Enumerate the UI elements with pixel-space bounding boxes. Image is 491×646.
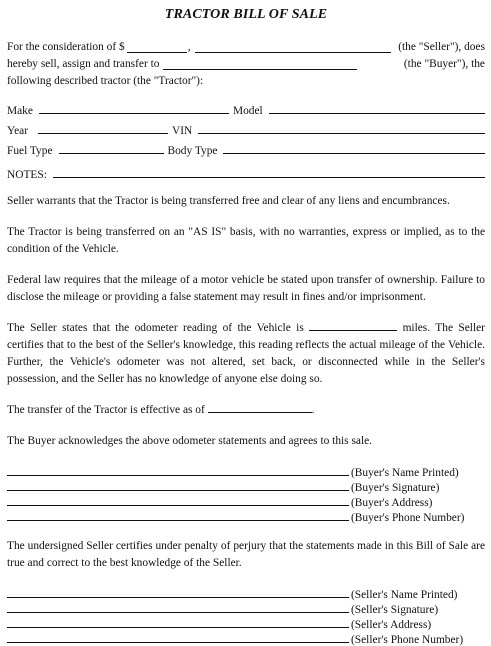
document-title: TRACTOR BILL OF SALE (164, 7, 328, 22)
effective-date-paragraph (7, 402, 485, 419)
seller-phone-label: (Seller's Phone Number) (351, 634, 464, 646)
year-label: Year (7, 125, 28, 137)
vin-label: VIN (172, 125, 193, 137)
model-label: Model (232, 105, 263, 117)
consideration-paragraph (7, 39, 485, 90)
body-type-field[interactable] (223, 142, 485, 154)
seller-name-field[interactable] (195, 42, 391, 53)
transfer-text: hereby sell, assign and transfer to (7, 58, 160, 70)
buyer-name-printed-field[interactable] (7, 464, 349, 476)
effective-date-period: . (311, 404, 315, 416)
buyer-name-printed-label: (Buyer's Name Printed) (351, 467, 459, 479)
buyer-signature-row (7, 464, 485, 479)
consideration-line-3 (7, 73, 485, 90)
as-is-paragraph: The Tractor is being transferred on an "AS IS" basis, with no warranties, express or implied, as to the condition of the Vehicle. (7, 226, 485, 255)
body-type-label: Body Type (167, 145, 218, 157)
seller-signature-row (7, 586, 485, 601)
fuel-type-label: Fuel Type (7, 145, 53, 157)
vin-field[interactable] (198, 122, 485, 134)
seller-phone-field[interactable] (7, 631, 349, 643)
buyer-signature-row (7, 479, 485, 494)
year-field[interactable] (38, 122, 168, 134)
buyer-signature-row (7, 494, 485, 509)
seller-certification-paragraph: The undersigned Seller certifies under penalty of perjury that the statements made in this Bill of Sale are true and correct to the best knowledge of the Seller. (7, 540, 485, 569)
seller-name-printed-field[interactable] (7, 586, 349, 598)
seller-designation-text: (the "Seller"), does (398, 41, 485, 53)
buyer-address-field[interactable] (7, 494, 349, 506)
buyer-acknowledgement-paragraph: The Buyer acknowledges the above odometer statements and agrees to this sale. (7, 435, 373, 447)
consideration-text: For the consideration of $ (7, 41, 125, 53)
fuel-body-row (7, 137, 485, 157)
odometer-text-start: The Seller states that the odometer reading of the Vehicle is (7, 322, 304, 334)
consideration-line-2 (7, 56, 485, 73)
buyer-phone-label: (Buyer's Phone Number) (351, 512, 465, 524)
buyer-designation-text: (the "Buyer"), the (403, 58, 485, 70)
buyer-address-label: (Buyer's Address) (351, 497, 433, 509)
seller-signature-row (7, 601, 485, 616)
effective-date-text: The transfer of the Tractor is effective as of (7, 404, 205, 416)
seller-address-label: (Seller's Address) (351, 619, 432, 631)
seller-address-field[interactable] (7, 616, 349, 628)
seller-signature-label: (Seller's Signature) (351, 604, 439, 616)
year-vin-row (7, 117, 485, 137)
make-field[interactable] (39, 102, 229, 114)
fuel-type-field[interactable] (59, 142, 164, 154)
buyer-signature-label: (Buyer's Signature) (351, 482, 440, 494)
seller-name-printed-label: (Seller's Name Printed) (351, 589, 458, 601)
notes-row (7, 161, 485, 181)
odometer-text-end: miles. The Seller certifies that to the best of the Seller's knowledge, this reading reflects the actual mileage of the Vehicle. Further, the Vehicle's odometer was not altered, set back, or disconnected while in the Seller's possession, and the Seller has no knowledge of anyone else doing so. (7, 322, 485, 385)
consideration-comma: , (187, 41, 191, 53)
seller-signature-field[interactable] (7, 601, 349, 613)
tractor-details (7, 97, 485, 181)
seller-signature-block (7, 586, 485, 646)
odometer-paragraph (7, 320, 485, 388)
make-model-row (7, 97, 485, 117)
warranty-paragraph: Seller warrants that the Tractor is being transferred free and clear of any liens and encumbrances. (7, 195, 450, 207)
seller-signature-row (7, 631, 485, 646)
buyer-signature-row (7, 509, 485, 524)
buyer-phone-field[interactable] (7, 509, 349, 521)
notes-label: NOTES: (7, 169, 47, 181)
tractor-designation-text: following described tractor (the "Tractor"): (7, 75, 204, 87)
notes-field[interactable] (53, 166, 485, 178)
make-label: Make (7, 105, 33, 117)
buyer-name-field[interactable] (163, 59, 357, 70)
consideration-line-1 (7, 39, 485, 56)
seller-signature-row (7, 616, 485, 631)
model-field[interactable] (269, 102, 485, 114)
buyer-signature-field[interactable] (7, 479, 349, 491)
buyer-signature-block (7, 464, 485, 524)
effective-date-field[interactable] (208, 402, 312, 413)
federal-law-paragraph: Federal law requires that the mileage of a motor vehicle be stated upon transfer of ownership. Failure to disclose the mileage or providing a false statement may result in fines and/or imprisonment. (7, 274, 485, 303)
odometer-reading-field[interactable] (309, 320, 397, 331)
consideration-amount-field[interactable] (127, 42, 187, 53)
